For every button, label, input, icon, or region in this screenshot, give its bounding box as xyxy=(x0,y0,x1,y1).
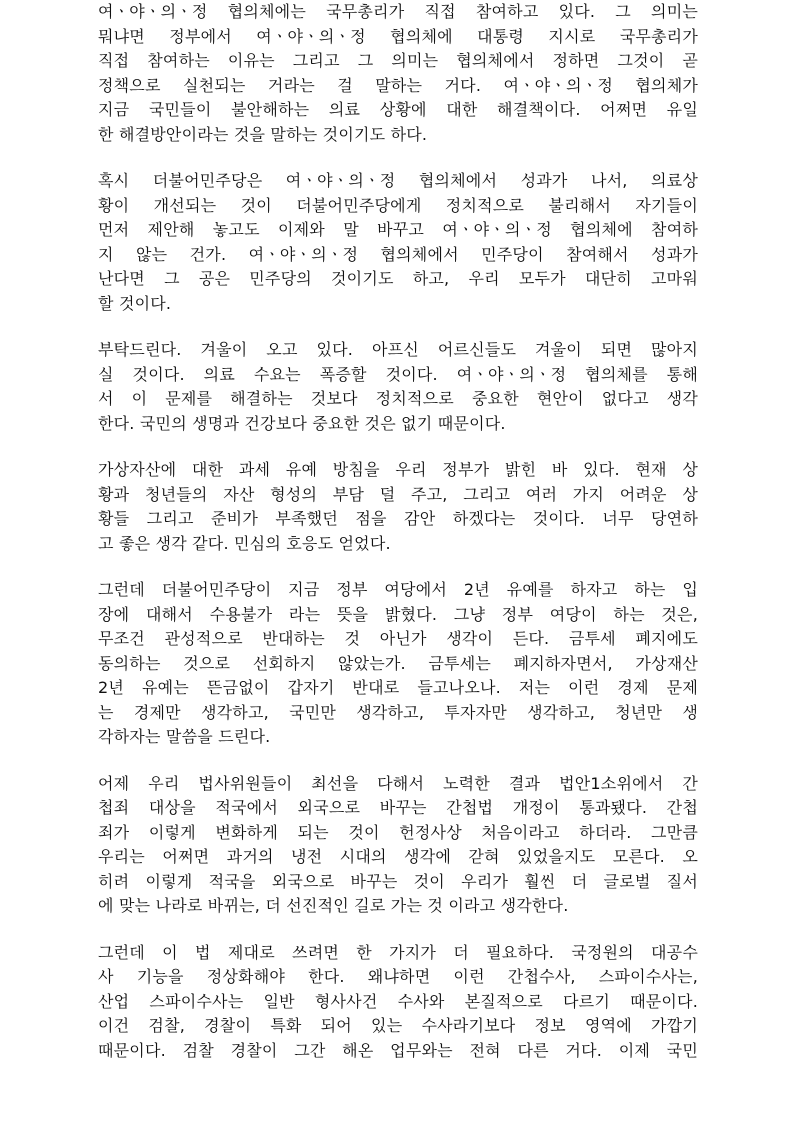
paragraph-4 xyxy=(98,458,698,556)
text-line: 직접 참여하는 이유는 그리고 그 의미는 협의체에서 정하면 그것이 곧 xyxy=(98,51,698,70)
paragraph-5 xyxy=(98,578,698,750)
text-line: 때문이다. 검찰 경찰이 그간 해온 업무와는 전혀 다른 거다. 이제 국민 xyxy=(98,1040,698,1060)
text-line: 황과 청년들의 자산 형성의 부담 덜 주고, 그리고 여러 가지 어려운 상 xyxy=(98,484,698,504)
text-line: 한 해결방안이라는 것을 말하는 것이기도 하다. xyxy=(98,124,428,144)
text-line: 한다. 국민의 생명과 건강보다 중요한 것은 없기 때문이다. xyxy=(98,413,506,433)
text-line: 여ㆍ야ㆍ의ㆍ정 협의체에는 국무총리가 직접 참여하고 있다. 그 의미는 xyxy=(98,2,698,21)
text-line: 사 기능을 정상화해야 한다. 왜냐하면 이런 간첩수사, 스파이수사는, xyxy=(98,967,698,986)
text-line: 가상자산에 대한 과세 유예 방침을 우리 정부가 밝힌 바 있다. 현재 상 xyxy=(98,460,698,479)
text-line: 에 맞는 나라로 바뀌는, 더 선진적인 길로 가는 것 이라고 생각한다. xyxy=(98,896,569,915)
text-line: 부탁드린다. 겨울이 오고 있다. 아프신 어르신들도 겨울이 되면 많아지 xyxy=(98,340,698,359)
text-line: 그런데 이 법 제대로 쓰려면 한 가지가 더 필요하다. 국정원의 대공수 xyxy=(98,942,698,962)
paragraph-7 xyxy=(98,941,698,1064)
text-line: 고 좋은 생각 같다. 민심의 호응도 얻었다. xyxy=(98,533,391,553)
text-line: 혹시 더불어민주당은 여ㆍ야ㆍ의ㆍ정 협의체에서 성과가 나서, 의료상 xyxy=(98,171,698,190)
text-line: 어제 우리 법사위원들이 최선을 다해서 노력한 결과 법안1소위에서 간 xyxy=(98,773,698,793)
text-line: 먼저 제안해 놓고도 이제와 말 바꾸고 여ㆍ야ㆍ의ㆍ정 협의체에 참여하 xyxy=(98,220,698,239)
text-line: 2년 유예는 뜬금없이 갑자기 반대로 들고나오나. 저는 이런 경제 문제 xyxy=(98,678,698,697)
text-line: 우리는 어쩌면 과거의 냉전 시대의 생각에 갇혀 있었을지도 모른다. 오 xyxy=(98,847,698,866)
text-line: 동의하는 것으로 선회하지 않았는가. 금투세는 폐지하자면서, 가상재산 xyxy=(98,653,698,673)
text-line: 장에 대해서 수용불가 라는 뜻을 밝혔다. 그냥 정부 여당이 하는 것은, xyxy=(98,604,698,624)
text-line: 산업 스파이수사는 일반 형사사건 수사와 본질적으로 다르기 때문이다. xyxy=(98,991,698,1011)
text-line: 정책으로 실천되는 거라는 걸 말하는 거다. 여ㆍ야ㆍ의ㆍ정 협의체가 xyxy=(98,75,698,95)
text-line: 그런데 더불어민주당이 지금 정부 여당에서 2년 유예를 하자고 하는 입 xyxy=(98,580,698,599)
text-line: 황이 개선되는 것이 더불어민주당에게 정치적으로 불리해서 자기들이 xyxy=(98,195,698,215)
paragraph-2 xyxy=(98,169,698,316)
text-line: 무조건 관성적으로 반대하는 것 아닌가 생각이 든다. 금투세 폐지에도 xyxy=(98,629,698,648)
document-body xyxy=(98,0,698,1080)
text-line: 난다면 그 공은 민주당의 것이기도 하고, 우리 모두가 대단히 고마워 xyxy=(98,269,698,288)
text-line: 황들 그리고 준비가 부족했던 점을 감안 하겠다는 것이다. 너무 당연하 xyxy=(98,509,698,528)
text-line: 지금 국민들이 불안해하는 의료 상황에 대한 해결책이다. 어쩌면 유일 xyxy=(98,100,698,119)
text-line: 실 것이다. 의료 수요는 폭증할 것이다. 여ㆍ야ㆍ의ㆍ정 협의체를 통해 xyxy=(98,364,698,384)
text-line: 지 않는 건가. 여ㆍ야ㆍ의ㆍ정 협의체에서 민주당이 참여해서 성과가 xyxy=(98,244,698,264)
paragraph-1 xyxy=(98,0,698,147)
paragraph-3 xyxy=(98,338,698,436)
text-line: 첩죄 대상을 적국에서 외국으로 바꾸는 간첩법 개정이 통과됐다. 간첩 xyxy=(98,798,698,817)
text-line: 서 이 문제를 해결하는 것보다 정치적으로 중요한 현안이 없다고 생각 xyxy=(98,389,698,408)
text-line: 죄가 이렇게 변화하게 되는 것이 헌정사상 처음이라고 하더라. 그만큼 xyxy=(98,822,698,842)
text-line: 뭐냐면 정부에서 여ㆍ야ㆍ의ㆍ정 협의체에 대통령 지시로 국무총리가 xyxy=(98,26,698,46)
text-line: 각하자는 말씀을 드린다. xyxy=(98,727,271,746)
text-line: 히려 이렇게 적국을 외국으로 바꾸는 것이 우리가 훨씬 더 글로벌 질서 xyxy=(98,871,698,891)
paragraph-6 xyxy=(98,772,698,919)
text-line: 할 것이다. xyxy=(98,293,172,313)
text-line: 는 경제만 생각하고, 국민만 생각하고, 투자자만 생각하고, 청년만 생 xyxy=(98,702,698,722)
text-line: 이건 검찰, 경찰이 특화 되어 있는 수사라기보다 정보 영역에 가깝기 xyxy=(98,1016,698,1035)
